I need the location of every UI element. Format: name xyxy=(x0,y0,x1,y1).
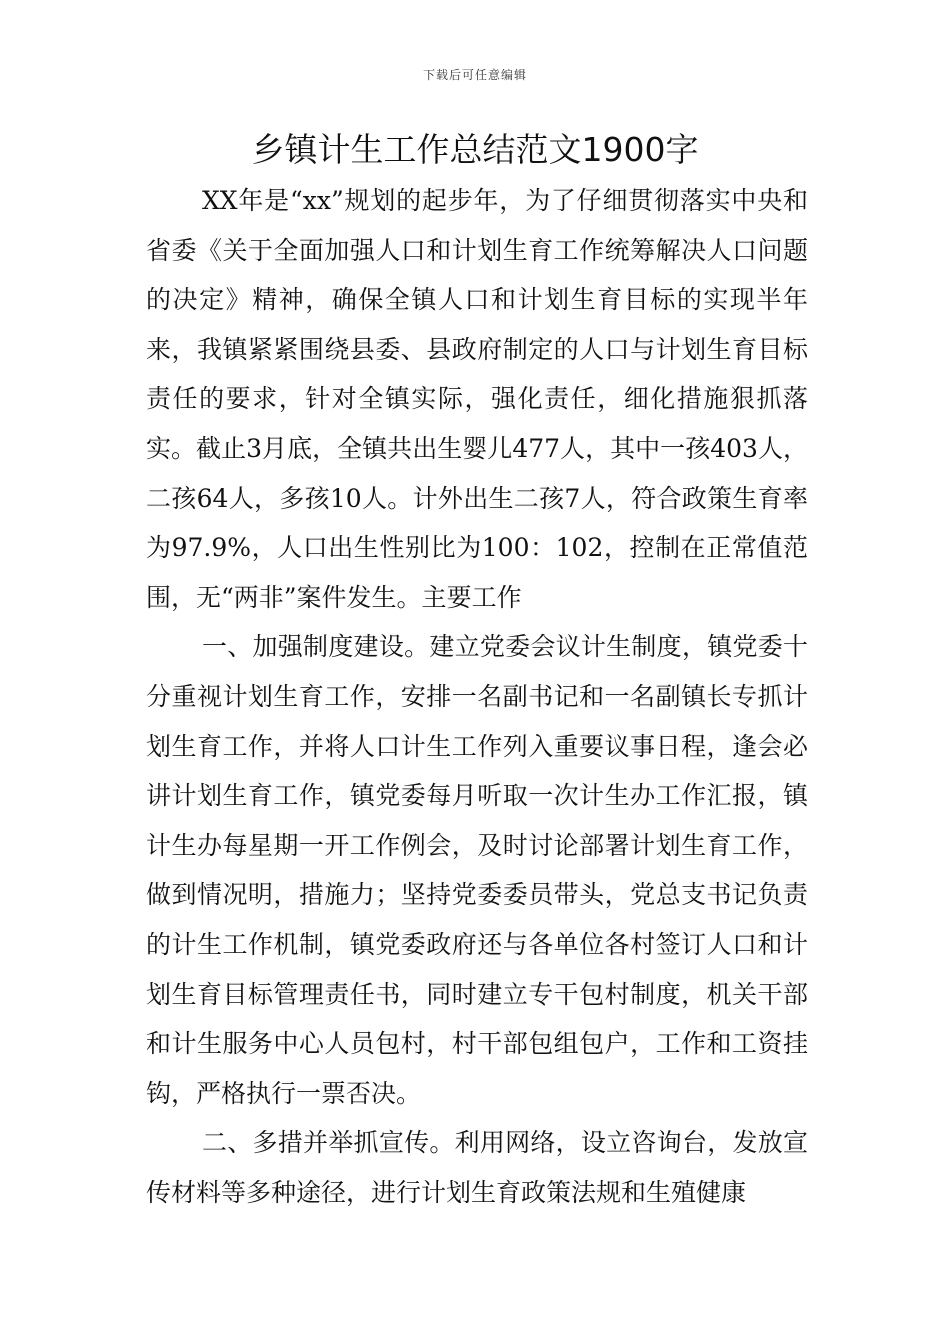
paragraph-intro: XX年是“xx”规划的起步年，为了仔细贯彻落实中央和省委《关于全面加强人口和计划生育工作统筹解决人口问题的决定》精神，确保全镇人口和计划生育目标的实现半年来，我镇紧紧围绕县委、县政府制定的人口与计划生育目标责任的要求，针对全镇实际，强化责任，细化措施狠抓落实。截止3月底，全镇共出生婴儿477人，其中一孩403人，二孩64人，多孩10人。计外出生二孩7人，符合政策生育率为97.9%，人口出生性别比为100：102，控制在正常值范围，无“两非”案件发生。主要工作 xyxy=(146,186,808,612)
header-note: 下载后可任意编辑 xyxy=(422,68,527,82)
paragraph-system-building: 一、加强制度建设。建立党委会议计生制度，镇党委十分重视计划生育工作，安排一名副书记和一名副镇长专抓计划生育工作，并将人口计生工作列入重要议事日程，逢会必讲计划生育工作，镇党委每月听取一次计生办工作汇报，镇计生办每星期一开工作例会，及时讨论部署计划生育工作，做到情况明，措施力；坚持党委委员带头，党总支书记负责的计生工作机制，镇党委政府还与各单位各村签订人口和计划生育目标管理责任书，同时建立专干包村制度，机关干部和计生服务中心人员包村，村干部包组包户，工作和工资挂钩，严格执行一票否决。 xyxy=(146,632,808,1108)
document-body xyxy=(146,176,808,1217)
paragraph-publicity: 二、多措并举抓宣传。利用网络，设立咨询台，发放宣传材料等多种途径，进行计划生育政策法规和生殖健康 xyxy=(146,1128,808,1207)
document-title: 乡镇计生工作总结范文1900字 xyxy=(251,130,699,169)
